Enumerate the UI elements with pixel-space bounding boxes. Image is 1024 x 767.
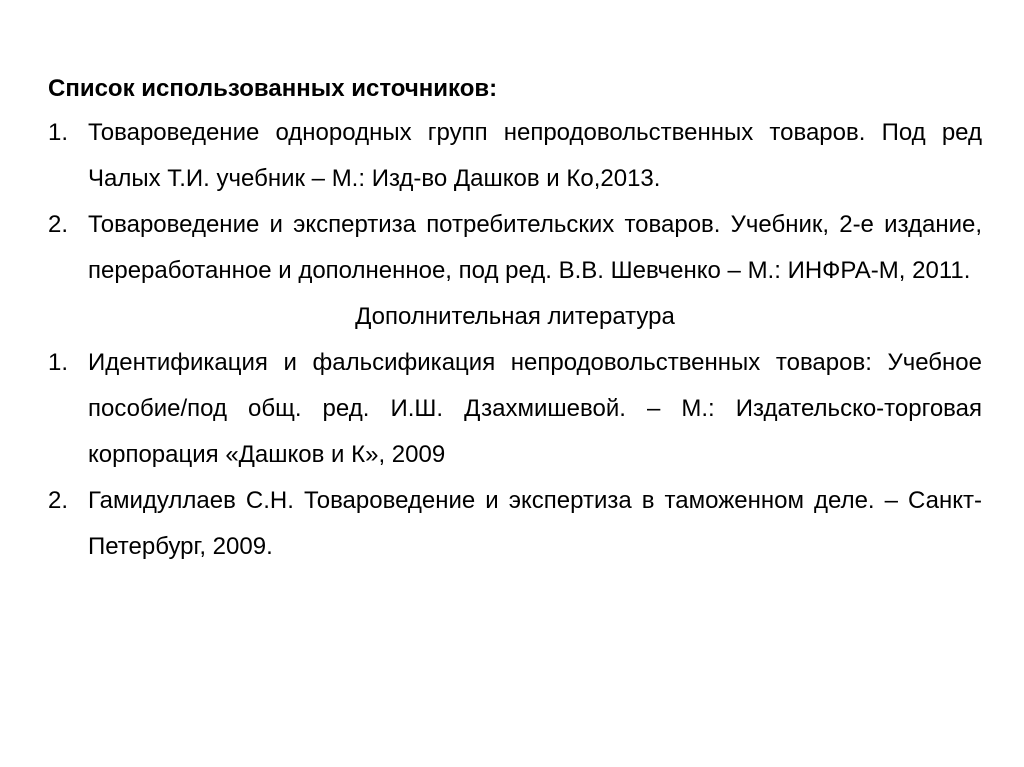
bibliography-heading: Список использованных источников: [48, 75, 498, 102]
additional-source-number: 1. [48, 349, 69, 376]
bibliography-page [48, 66, 982, 570]
main-source-number: 2. [48, 211, 69, 238]
additional-sources-list [48, 340, 982, 570]
additional-source-item [48, 340, 982, 478]
main-source-text: Товароведение однородных групп непродовольственных товаров. Под ред Чалых Т.И. учебник – М.: Изд-во Дашков и Ко,2013. [88, 119, 982, 192]
additional-literature-heading: Дополнительная литература [355, 303, 675, 330]
main-sources-list [48, 110, 982, 294]
main-source-number: 1. [48, 119, 69, 146]
main-source-text: Товароведение и экспертиза потребительских товаров. Учебник, 2-е издание, переработанное и дополненное, под ред. В.В. Шевченко – М.: ИНФРА-М, 2011. [88, 211, 982, 284]
additional-source-text: Идентификация и фальсификация непродовольственных товаров: Учебное пособие/под общ. ред. И.Ш. Дзахмишевой. – М.: Издательско-торговая корпорация «Дашков и К», 2009 [88, 349, 982, 468]
additional-source-text: Гамидуллаев С.Н. Товароведение и экспертиза в таможенном деле. – Санкт-Петербург, 2009. [88, 487, 982, 560]
main-source-item [48, 202, 982, 294]
main-source-item [48, 110, 982, 202]
additional-source-number: 2. [48, 487, 69, 514]
additional-source-item [48, 478, 982, 570]
